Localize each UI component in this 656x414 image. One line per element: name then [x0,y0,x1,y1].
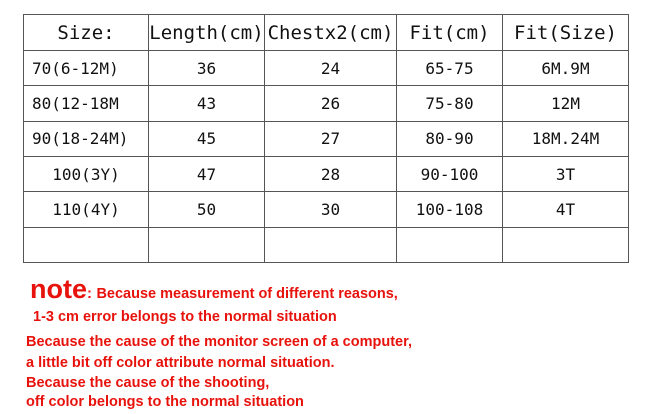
cell-empty [24,227,149,262]
note-line-4: a little bit off color attribute normal situation. [26,355,335,371]
header-chest: Chestx2(cm) [265,15,397,51]
cell-empty [503,227,629,262]
cell-empty [265,227,397,262]
table-row [24,86,629,121]
cell-fit-size: 6M.9M [503,51,629,86]
cell-chest: 24 [265,51,397,86]
header-length: Length(cm) [149,15,265,51]
table-row [24,121,629,156]
cell-fit-size: 3T [503,156,629,191]
cell-chest: 30 [265,192,397,227]
cell-fit-cm: 90-100 [397,156,503,191]
cell-length: 43 [149,86,265,121]
cell-size: 80(12-18M [24,86,149,121]
cell-size: 90(18-24M) [24,121,149,156]
size-chart-table [23,14,629,263]
note-line-1: Because measurement of different reasons, [96,286,398,302]
cell-fit-cm: 75-80 [397,86,503,121]
table-row [24,156,629,191]
note-line-6: off color belongs to the normal situation [26,394,304,410]
cell-fit-size: 4T [503,192,629,227]
header-fit-size: Fit(Size) [503,15,629,51]
cell-chest: 26 [265,86,397,121]
table-header-row [24,15,629,51]
note-label: note [30,274,87,304]
cell-size: 100(3Y) [24,156,149,191]
cell-length: 47 [149,156,265,191]
cell-size: 110(4Y) [24,192,149,227]
note-heading [30,274,398,305]
note-line-2: 1-3 cm error belongs to the normal situation [33,309,337,325]
note-colon: : [87,285,92,302]
cell-length: 45 [149,121,265,156]
cell-chest: 28 [265,156,397,191]
cell-fit-cm: 80-90 [397,121,503,156]
cell-empty [397,227,503,262]
note-line-3: Because the cause of the monitor screen of a computer, [26,334,412,350]
note-line-5: Because the cause of the shooting, [26,375,270,391]
cell-length: 36 [149,51,265,86]
table-row [24,51,629,86]
cell-empty [149,227,265,262]
cell-length: 50 [149,192,265,227]
cell-fit-size: 12M [503,86,629,121]
header-size: Size: [24,15,149,51]
table-row-empty [24,227,629,262]
table-row [24,192,629,227]
cell-fit-cm: 100-108 [397,192,503,227]
cell-size: 70(6-12M) [24,51,149,86]
cell-fit-cm: 65-75 [397,51,503,86]
cell-fit-size: 18M.24M [503,121,629,156]
header-fit-cm: Fit(cm) [397,15,503,51]
cell-chest: 27 [265,121,397,156]
